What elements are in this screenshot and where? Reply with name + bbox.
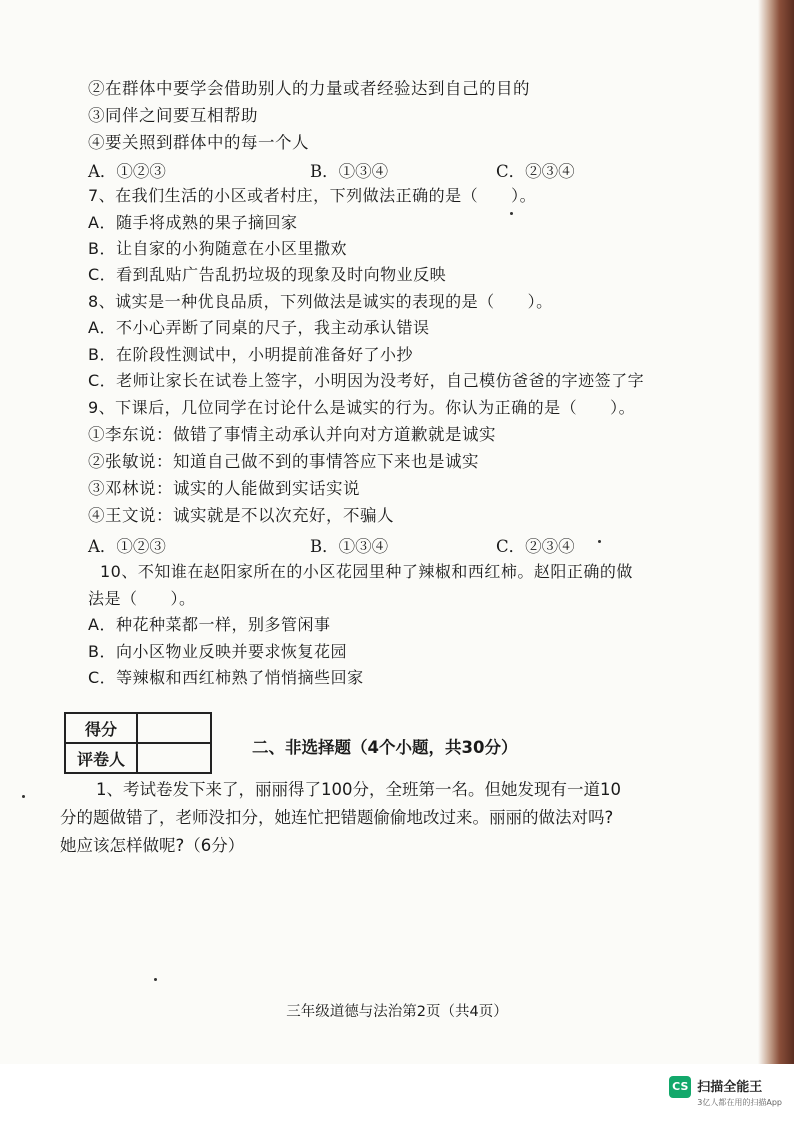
q8-choice-b: B．在阶段性测试中，小明提前准备好了小抄 — [88, 345, 413, 364]
scan-speck — [510, 212, 513, 215]
q9-statement-2: ②张敏说：知道自己做不到的事情答应下来也是诚实 — [88, 452, 479, 471]
section-2-title: 二、非选择题（4个小题，共30分） — [252, 738, 518, 757]
q9-choice-a: A．①②③ — [88, 537, 166, 556]
scan-speck — [598, 540, 601, 543]
q9-answer-choices — [88, 533, 728, 557]
q7-choice-c: C．看到乱贴广告乱扔垃圾的现象及时向物业反映 — [88, 265, 447, 284]
q10-stem-line1: 10、不知谁在赵阳家所在的小区花园里种了辣椒和西红柿。赵阳正确的做 — [100, 562, 633, 581]
watermark-name: 扫描全能王 — [697, 1080, 763, 1095]
q10-stem-line2: 法是（ ）。 — [88, 589, 196, 608]
q10-choice-a: A．种花种菜都一样，别多管闲事 — [88, 615, 331, 634]
q10-choice-c: C．等辣椒和西红柿熟了悄悄摘些回家 — [88, 668, 364, 687]
q9-stem: 9、下课后，几位同学在讨论什么是诚实的行为。你认为正确的是（ ）。 — [88, 398, 636, 417]
part2-q1-line2: 分的题做错了，老师没扣分，她连忙把错题偷偷地改过来。丽丽的做法对吗? — [60, 808, 614, 827]
q6-answer-choices — [88, 158, 728, 182]
page-footer: 三年级道德与法治第2页（共4页） — [286, 1004, 508, 1020]
score-label: 得分 — [65, 713, 137, 743]
q7-choice-a: A．随手将成熟的果子摘回家 — [88, 213, 298, 232]
q6-option-2: ②在群体中要学会借助别人的力量或者经验达到自己的目的 — [88, 79, 530, 98]
q8-stem: 8、诚实是一种优良品质，下列做法是诚实的表现的是（ ）。 — [88, 292, 553, 311]
q9-choice-c: C．②③④ — [496, 537, 575, 556]
grader-label: 评卷人 — [65, 743, 137, 773]
q7-stem: 7、在我们生活的小区或者村庄，下列做法正确的是（ ）。 — [88, 186, 537, 205]
q10-choice-b: B．向小区物业反映并要求恢复花园 — [88, 642, 347, 661]
q9-statement-1: ①李东说：做错了事情主动承认并向对方道歉就是诚实 — [88, 425, 496, 444]
page-edge-shadow — [758, 0, 794, 1064]
scanner-watermark — [669, 1076, 782, 1108]
q6-choice-a: A．①②③ — [88, 162, 166, 181]
scan-speck — [22, 795, 25, 798]
part2-q1-line1: 1、考试卷发下来了，丽丽得了100分，全班第一名。但她发现有一道10 — [96, 780, 621, 799]
part2-q1-line3: 她应该怎样做呢?（6分） — [60, 836, 245, 855]
q9-statement-3: ③邓林说：诚实的人能做到实话实说 — [88, 479, 360, 498]
camscanner-logo-icon: CS — [669, 1076, 691, 1098]
watermark-subtitle: 3亿人都在用的扫描App — [697, 1098, 782, 1107]
q7-choice-b: B．让自家的小狗随意在小区里撒欢 — [88, 239, 347, 258]
scan-speck — [154, 978, 157, 981]
q6-option-3: ③同伴之间要互相帮助 — [88, 106, 258, 125]
q6-choice-c: C．②③④ — [496, 162, 575, 181]
q6-option-4: ④要关照到群体中的每一个人 — [88, 133, 309, 152]
score-box[interactable] — [137, 713, 211, 743]
q9-choice-b: B．①③④ — [310, 537, 389, 556]
q9-statement-4: ④王文说：诚实就是不以次充好，不骗人 — [88, 506, 394, 525]
q8-choice-c: C．老师让家长在试卷上签字，小明因为没考好，自己模仿爸爸的字迹签了字 — [88, 371, 645, 390]
grader-box[interactable] — [137, 743, 211, 773]
q6-choice-b: B．①③④ — [310, 162, 389, 181]
score-table — [64, 712, 212, 774]
q8-choice-a: A．不小心弄断了同桌的尺子，我主动承认错误 — [88, 318, 430, 337]
